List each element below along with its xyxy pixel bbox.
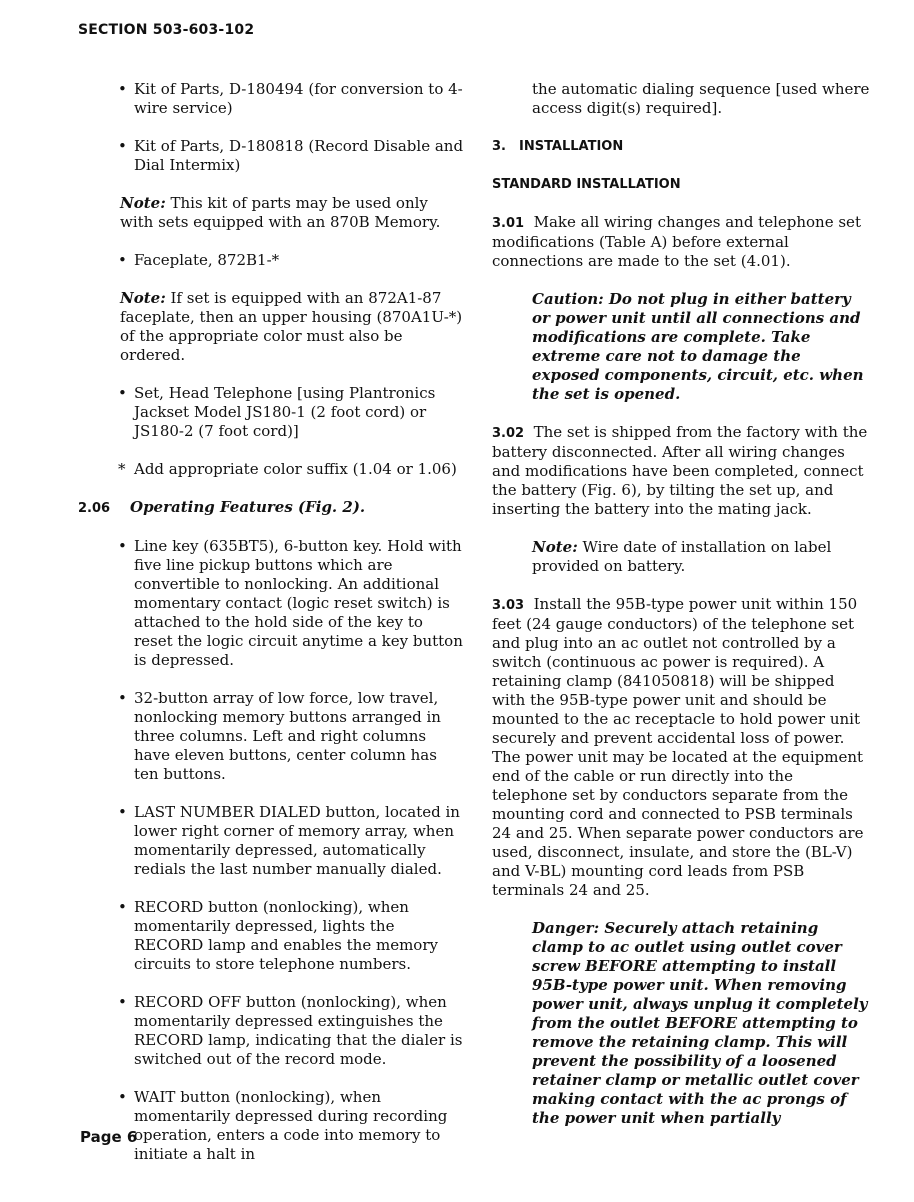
bullet-icon: • — [118, 803, 127, 821]
caution-label: Caution: — [532, 290, 604, 308]
paragraph-number: 3.01 — [492, 216, 525, 231]
caution-text: Do not plug in either battery or power unit until all connections and modifications are complete. Take extreme care not to damage the exposed components, circuit, etc. when the set is opened. — [532, 290, 864, 403]
note-label: Note: — [120, 289, 166, 307]
paragraph-text: Install the 95B-type power unit within 150 feet (24 gauge conductors) of the telephone set and plug into an ac outlet not controlled by a switch (continuous ac power is required). A retaining clamp (841050818) will be shipped with the 95B-type power unit and should be mounted to the ac receptacle to hold power unit securely and prevent accidental loss of power. The power unit may be located at the equipment end of the cable or run directly into the telephone set by conductors separate from the mounting cord and connected to PSB terminals 24 and 25. When separate power conductors are used, disconnect, insulate, and store the (BL-V) and V-BL) mounting cord leads from PSB terminals 24 and 25. — [492, 595, 864, 899]
danger-label: Danger: — [532, 919, 600, 937]
paragraph-number: 3.02 — [492, 426, 525, 441]
continued-text: the automatic dialing sequence [used where access digit(s) required]. — [532, 80, 870, 117]
danger-block — [492, 919, 872, 1128]
paragraph-text: Make all wiring changes and telephone set modifications (Table A) before external connections are made to the set (4.01). — [492, 213, 861, 270]
bullet-icon: • — [118, 137, 127, 155]
paragraph-3-02 — [492, 423, 872, 519]
list-item-text: Line key (635BT5), 6-button key. Hold with five line pickup buttons which are convertible to nonlocking. An additional momentary contact (logic reset switch) is attached to the hold side of the key to reset the logic circuit anytime a key button is depressed. — [134, 537, 463, 669]
caution-block — [492, 290, 872, 404]
list-item-text: Set, Head Telephone [using Plantronics Jackset Model JS180-1 (2 foot cord) or JS180-2 (7 foot cord)] — [134, 384, 436, 440]
list-item-head-telephone — [80, 384, 465, 441]
bullet-icon: • — [118, 993, 127, 1011]
list-item-button-array — [80, 689, 465, 784]
note-label: Note: — [120, 194, 166, 212]
footnote-color-suffix — [80, 460, 465, 479]
section-number: 2.06 — [78, 501, 111, 516]
bullet-icon: • — [118, 80, 127, 98]
list-item-text: Kit of Parts, D-180818 (Record Disable and Dial Intermix) — [134, 137, 464, 174]
page-number: Page 6 — [80, 1128, 138, 1146]
list-item-text: Kit of Parts, D-180494 (for conversion to 4-wire service) — [134, 80, 463, 117]
bullet-icon: • — [118, 384, 127, 402]
list-item-kit-d180818 — [80, 137, 465, 175]
paragraph-text: The set is shipped from the factory with the battery disconnected. After all wiring changes and modifications have been completed, connect the battery (Fig. 6), by tilting the set up, and inserting the battery into the mating jack. — [492, 423, 868, 518]
note-label: Note: — [532, 538, 578, 556]
list-item-record-off-button — [80, 993, 465, 1069]
list-item-faceplate — [80, 251, 465, 270]
note-text: If set is equipped with an 872A1-87 faceplate, then an upper housing (870A1U-*) of the appropriate color must also be ordered. — [120, 289, 463, 364]
section-header: SECTION 503-603-102 — [78, 22, 255, 38]
danger-text: Securely attach retaining clamp to ac outlet using outlet cover screw BEFORE attempting to install 95B-type power unit. When removing power unit, always unplug it completely from the outlet BEFORE attempting to remove the retaining clamp. This will prevent the possibility of a loosened retainer clamp or metallic outlet cover making contact with the ac prongs of the power unit when partially — [532, 919, 868, 1127]
list-item-text: RECORD OFF button (nonlocking), when momentarily depressed extinguishes the RECORD lamp, indicating that the dialer is switched out of the record mode. — [134, 993, 463, 1068]
bullet-icon: • — [118, 898, 127, 916]
bullet-icon: • — [118, 537, 127, 555]
list-item-text: Faceplate, 872B1-* — [134, 251, 280, 269]
note-870b-memory — [80, 194, 465, 232]
subheading-standard-installation: STANDARD INSTALLATION — [492, 177, 681, 192]
paragraph-3-01 — [492, 213, 872, 271]
section-heading-operating-features — [78, 498, 465, 518]
left-column — [80, 80, 465, 1183]
right-column — [492, 80, 872, 1147]
note-wire-date — [492, 538, 872, 576]
bullet-icon: • — [118, 1088, 127, 1106]
section-heading-installation: 3. INSTALLATION — [492, 139, 624, 154]
list-item-text: 32-button array of low force, low travel, nonlocking memory buttons arranged in three columns. Left and right columns have eleven buttons, center column has ten buttons. — [134, 689, 441, 783]
bullet-icon: • — [118, 251, 127, 269]
list-item-text: LAST NUMBER DIALED button, located in lower right corner of memory array, when momentarily depressed, automatically redials the last number manually dialed. — [134, 803, 460, 878]
list-item-last-number-dialed — [80, 803, 465, 879]
list-item-record-button — [80, 898, 465, 974]
note-text: Wire date of installation on label provided on battery. — [532, 538, 832, 575]
note-text: This kit of parts may be used only with sets equipped with an 870B Memory. — [120, 194, 441, 231]
footnote-text: Add appropriate color suffix (1.04 or 1.06) — [134, 460, 457, 478]
paragraph-number: 3.03 — [492, 598, 525, 613]
section-title: Operating Features (Fig. 2). — [130, 498, 366, 516]
list-item-kit-d180494 — [80, 80, 465, 118]
asterisk-icon: * — [118, 460, 126, 478]
bullet-icon: • — [118, 689, 127, 707]
paragraph-3-03 — [492, 595, 872, 900]
list-item-wait-button — [80, 1088, 465, 1164]
note-upper-housing — [80, 289, 465, 365]
list-item-text: WAIT button (nonlocking), when momentarily depressed during recording operation, enters a code into memory to initiate a halt in — [134, 1088, 448, 1163]
list-item-text: RECORD button (nonlocking), when momentarily depressed, lights the RECORD lamp and enables the memory circuits to store telephone numbers. — [134, 898, 438, 973]
list-item-line-key — [80, 537, 465, 670]
